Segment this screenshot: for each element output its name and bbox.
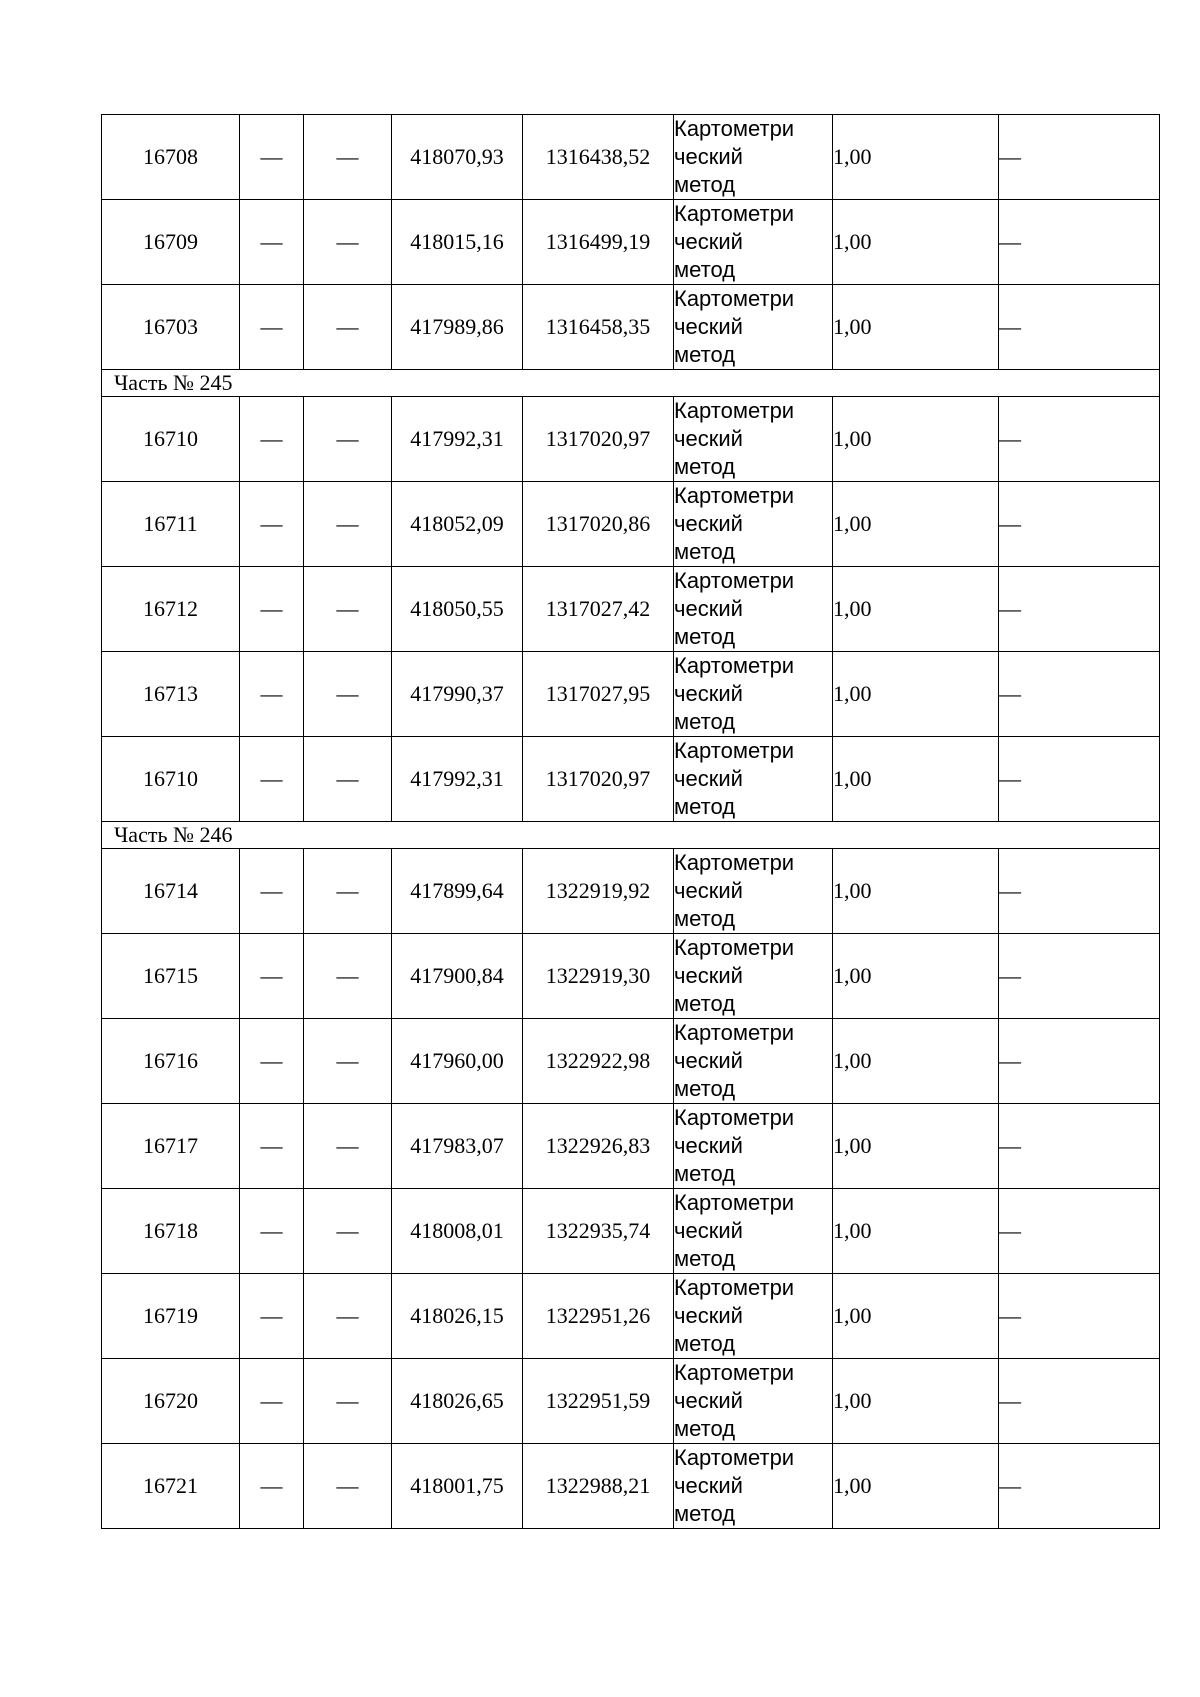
note-cell: — [999,1019,1160,1104]
dash-cell-a: — [240,1444,304,1529]
method-text-line: Картометри [674,1360,795,1385]
method-text-line: Картометри [674,1020,795,1045]
method-text-line: Картометри [674,483,795,508]
table-row [102,397,1160,482]
accuracy-cell: 1,00 [833,397,999,482]
y-coordinate-cell: 1317027,95 [523,652,674,737]
x-coordinate-cell: 418026,15 [392,1274,523,1359]
method-text-line: метод [674,1331,736,1356]
table-row [102,567,1160,652]
dash-cell-b: — [304,934,392,1019]
table-row [102,1444,1160,1529]
x-coordinate-cell: 417960,00 [392,1019,523,1104]
accuracy-cell: 1,00 [833,1359,999,1444]
dash-cell-a: — [240,934,304,1019]
x-coordinate-cell: 418001,75 [392,1444,523,1529]
dash-cell-b: — [304,1019,392,1104]
accuracy-cell: 1,00 [833,285,999,370]
y-coordinate-cell: 1316499,19 [523,200,674,285]
accuracy-cell: 1,00 [833,1444,999,1529]
note-cell: — [999,1444,1160,1529]
dash-cell-a: — [240,1189,304,1274]
table-row [102,1104,1160,1189]
x-coordinate-cell: 417992,31 [392,737,523,822]
y-coordinate-cell: 1316458,35 [523,285,674,370]
y-coordinate-cell: 1317027,42 [523,567,674,652]
accuracy-cell: 1,00 [833,849,999,934]
y-coordinate-cell: 1322988,21 [523,1444,674,1529]
dash-cell-b: — [304,1444,392,1529]
x-coordinate-cell: 417989,86 [392,285,523,370]
x-coordinate-cell: 417990,37 [392,652,523,737]
section-label: Часть № 245 [102,370,1160,397]
note-cell: — [999,200,1160,285]
method-text-line: ческий [674,426,743,451]
dash-cell-b: — [304,1189,392,1274]
accuracy-cell: 1,00 [833,1274,999,1359]
method-cell [674,285,833,370]
method-cell [674,1189,833,1274]
note-cell: — [999,567,1160,652]
dash-cell-a: — [240,115,304,200]
table-row [102,1019,1160,1104]
y-coordinate-cell: 1322935,74 [523,1189,674,1274]
dash-cell-a: — [240,482,304,567]
point-number-cell: 16717 [102,1104,240,1189]
method-text-line: ческий [674,596,743,621]
method-text-line: Картометри [674,286,795,311]
method-text-line: метод [674,709,736,734]
method-text-line: ческий [674,144,743,169]
method-text-line: ческий [674,1133,743,1158]
method-text-line: метод [674,624,736,649]
dash-cell-b: — [304,1359,392,1444]
x-coordinate-cell: 418015,16 [392,200,523,285]
point-number-cell: 16708 [102,115,240,200]
method-cell [674,1104,833,1189]
method-text-line: ческий [674,511,743,536]
note-cell: — [999,1104,1160,1189]
dash-cell-a: — [240,652,304,737]
table-row [102,285,1160,370]
note-cell: — [999,1359,1160,1444]
dash-cell-b: — [304,1104,392,1189]
section-label: Часть № 246 [102,822,1160,849]
method-cell [674,652,833,737]
accuracy-cell: 1,00 [833,737,999,822]
dash-cell-a: — [240,849,304,934]
accuracy-cell: 1,00 [833,115,999,200]
note-cell: — [999,934,1160,1019]
method-text-line: ческий [674,314,743,339]
dash-cell-a: — [240,397,304,482]
accuracy-cell: 1,00 [833,1019,999,1104]
method-cell [674,737,833,822]
x-coordinate-cell: 418070,93 [392,115,523,200]
note-cell: — [999,652,1160,737]
dash-cell-a: — [240,737,304,822]
method-text-line: метод [674,342,736,367]
method-text-line: метод [674,539,736,564]
accuracy-cell: 1,00 [833,482,999,567]
table-row [102,200,1160,285]
method-text-line: метод [674,257,736,282]
method-cell [674,849,833,934]
point-number-cell: 16714 [102,849,240,934]
dash-cell-b: — [304,1274,392,1359]
method-cell [674,1444,833,1529]
note-cell: — [999,115,1160,200]
accuracy-cell: 1,00 [833,934,999,1019]
table-row [102,652,1160,737]
method-text-line: Картометри [674,201,795,226]
dash-cell-b: — [304,567,392,652]
method-text-line: метод [674,794,736,819]
method-text-line: ческий [674,1048,743,1073]
table-row [102,737,1160,822]
method-text-line: Картометри [674,1445,795,1470]
accuracy-cell: 1,00 [833,200,999,285]
dash-cell-b: — [304,652,392,737]
accuracy-cell: 1,00 [833,652,999,737]
table-row [102,1274,1160,1359]
method-text-line: Картометри [674,1275,795,1300]
dash-cell-b: — [304,285,392,370]
accuracy-cell: 1,00 [833,1189,999,1274]
method-text-line: ческий [674,878,743,903]
y-coordinate-cell: 1317020,97 [523,737,674,822]
dash-cell-a: — [240,1104,304,1189]
method-text-line: ческий [674,963,743,988]
dash-cell-b: — [304,482,392,567]
method-cell [674,482,833,567]
x-coordinate-cell: 418050,55 [392,567,523,652]
dash-cell-b: — [304,115,392,200]
x-coordinate-cell: 418052,09 [392,482,523,567]
coordinates-table [101,114,1160,1529]
note-cell: — [999,482,1160,567]
method-text-line: Картометри [674,116,795,141]
method-text-line: ческий [674,1218,743,1243]
method-cell [674,1359,833,1444]
method-cell [674,115,833,200]
method-text-line: ческий [674,1303,743,1328]
method-text-line: ческий [674,229,743,254]
method-cell [674,567,833,652]
dash-cell-a: — [240,1359,304,1444]
note-cell: — [999,737,1160,822]
method-text-line: Картометри [674,935,795,960]
y-coordinate-cell: 1322926,83 [523,1104,674,1189]
method-text-line: Картометри [674,398,795,423]
x-coordinate-cell: 418026,65 [392,1359,523,1444]
point-number-cell: 16713 [102,652,240,737]
y-coordinate-cell: 1322919,92 [523,849,674,934]
x-coordinate-cell: 418008,01 [392,1189,523,1274]
table-row [102,934,1160,1019]
x-coordinate-cell: 417899,64 [392,849,523,934]
method-text-line: Картометри [674,738,795,763]
point-number-cell: 16711 [102,482,240,567]
method-text-line: метод [674,1161,736,1186]
method-cell [674,397,833,482]
table-row [102,1189,1160,1274]
method-text-line: Картометри [674,850,795,875]
accuracy-cell: 1,00 [833,1104,999,1189]
point-number-cell: 16716 [102,1019,240,1104]
method-cell [674,934,833,1019]
method-text-line: метод [674,1076,736,1101]
accuracy-cell: 1,00 [833,567,999,652]
method-text-line: Картометри [674,1105,795,1130]
method-text-line: метод [674,1416,736,1441]
point-number-cell: 16718 [102,1189,240,1274]
y-coordinate-cell: 1322951,26 [523,1274,674,1359]
y-coordinate-cell: 1316438,52 [523,115,674,200]
point-number-cell: 16710 [102,397,240,482]
method-text-line: метод [674,1246,736,1271]
method-text-line: метод [674,906,736,931]
point-number-cell: 16709 [102,200,240,285]
dash-cell-a: — [240,1019,304,1104]
point-number-cell: 16720 [102,1359,240,1444]
note-cell: — [999,1189,1160,1274]
note-cell: — [999,849,1160,934]
method-text-line: ческий [674,1473,743,1498]
note-cell: — [999,397,1160,482]
method-text-line: ческий [674,766,743,791]
table-row [102,849,1160,934]
dash-cell-a: — [240,1274,304,1359]
table-row [102,482,1160,567]
method-text-line: ческий [674,681,743,706]
method-text-line: метод [674,991,736,1016]
dash-cell-b: — [304,849,392,934]
point-number-cell: 16719 [102,1274,240,1359]
method-text-line: Картометри [674,1190,795,1215]
dash-cell-a: — [240,285,304,370]
point-number-cell: 16703 [102,285,240,370]
y-coordinate-cell: 1322919,30 [523,934,674,1019]
method-text-line: Картометри [674,568,795,593]
note-cell: — [999,285,1160,370]
y-coordinate-cell: 1322922,98 [523,1019,674,1104]
x-coordinate-cell: 417983,07 [392,1104,523,1189]
dash-cell-b: — [304,737,392,822]
method-cell [674,1019,833,1104]
point-number-cell: 16712 [102,567,240,652]
method-text-line: Картометри [674,653,795,678]
dash-cell-a: — [240,567,304,652]
point-number-cell: 16721 [102,1444,240,1529]
method-cell [674,1274,833,1359]
note-cell: — [999,1274,1160,1359]
dash-cell-b: — [304,397,392,482]
method-cell [674,200,833,285]
method-text-line: метод [674,454,736,479]
x-coordinate-cell: 417992,31 [392,397,523,482]
dash-cell-a: — [240,200,304,285]
method-text-line: ческий [674,1388,743,1413]
method-text-line: метод [674,1501,736,1526]
table-row [102,1359,1160,1444]
section-header-row [102,822,1160,849]
point-number-cell: 16715 [102,934,240,1019]
x-coordinate-cell: 417900,84 [392,934,523,1019]
dash-cell-b: — [304,200,392,285]
section-header-row [102,370,1160,397]
method-text-line: метод [674,172,736,197]
y-coordinate-cell: 1317020,86 [523,482,674,567]
y-coordinate-cell: 1322951,59 [523,1359,674,1444]
table-body [102,115,1160,1529]
table-row [102,115,1160,200]
y-coordinate-cell: 1317020,97 [523,397,674,482]
point-number-cell: 16710 [102,737,240,822]
